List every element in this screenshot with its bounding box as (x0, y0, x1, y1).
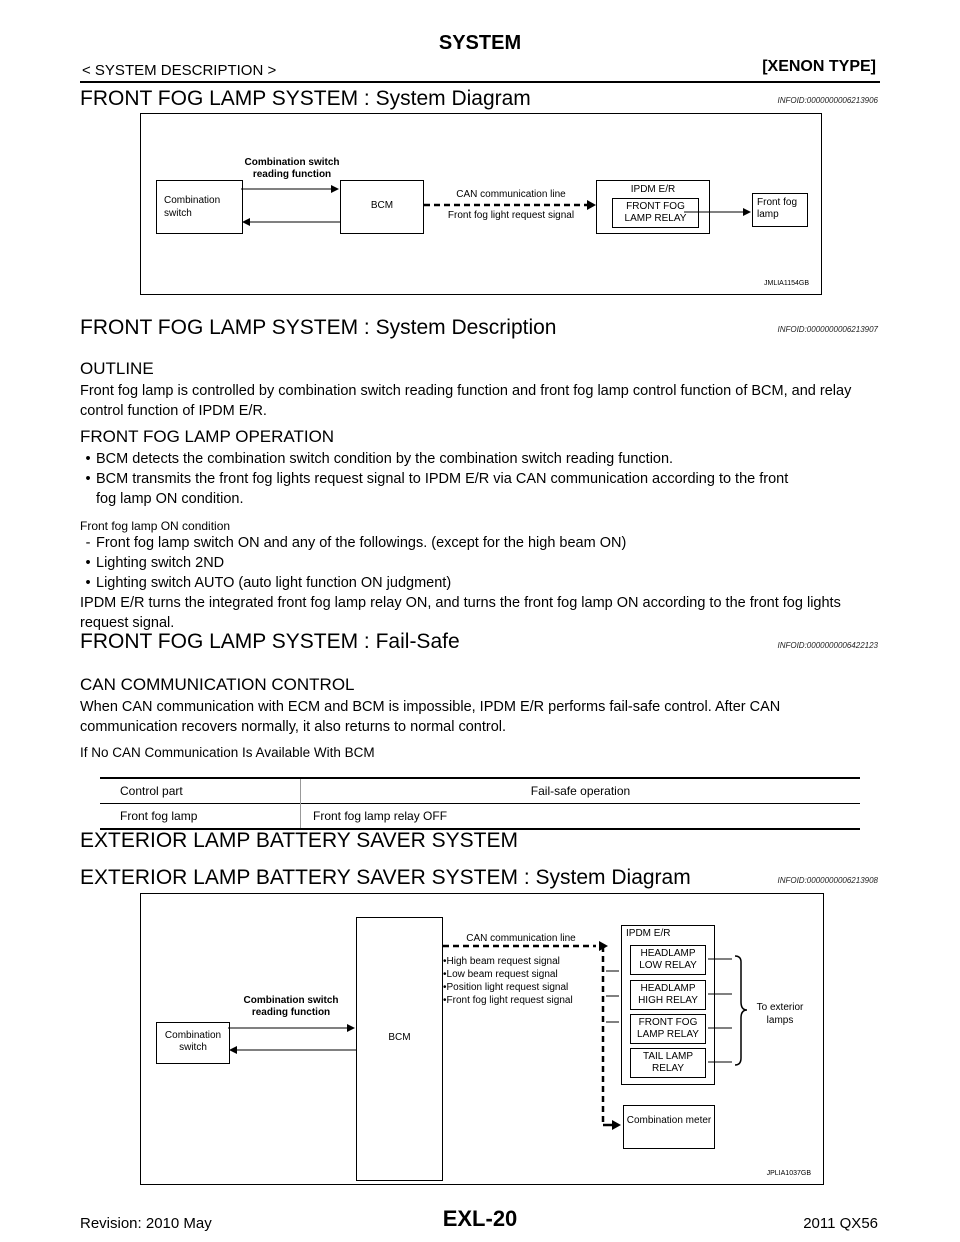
saver-ipdm-box (621, 925, 715, 1085)
front-fog-relay-box (612, 198, 699, 228)
failsafe-table (100, 777, 860, 830)
operation-bullet-1: • BCM detects the combination switch condition by the combination switch reading function. (85, 451, 674, 467)
footer-model: 2011 QX56 (803, 1215, 878, 1232)
description-heading: FRONT FOG LAMP SYSTEM : System Description (80, 316, 557, 339)
headlamp-high-relay-label: HEADLAMP HIGH RELAY (638, 983, 698, 1006)
failsafe-infoid: INFOID:0000000006422123 (777, 641, 878, 650)
can-control-title: CAN COMMUNICATION CONTROL (80, 675, 355, 694)
operation-bullet-2: • BCM transmits the front fog lights request signal to IPDM E/R via CAN communication according to the front (85, 471, 789, 487)
can-control-text: When CAN communication with ECM and BCM is impossible, IPDM E/R performs fail-safe control. After CAN communication recovers normally, it also returns to normal control. (80, 699, 781, 735)
front-fog-lamp-relay-label: FRONT FOG LAMP RELAY (637, 1017, 699, 1040)
footer-revision: Revision: 2010 May (80, 1215, 212, 1232)
headlamp-low-relay-label: HEADLAMP LOW RELAY (639, 948, 697, 971)
table-cell: Front fog lamp (100, 804, 301, 830)
saver-bcm-box (356, 917, 443, 1181)
saver-combination-switch-label: Combination switch (164, 1030, 222, 1053)
section-label: < SYSTEM DESCRIPTION > (82, 62, 277, 79)
on-condition-title: Front fog lamp ON condition (80, 519, 231, 533)
headlamp-high-relay-box (630, 980, 706, 1010)
saver-diagram-infoid: INFOID:0000000006213908 (777, 876, 878, 885)
tail-lamp-relay-label: TAIL LAMP RELAY (642, 1051, 693, 1074)
outline-title: OUTLINE (80, 359, 154, 378)
table-row (100, 804, 860, 830)
signal-front-fog-light: •Front fog light request signal (443, 995, 573, 1006)
tail-lamp-relay-box (630, 1048, 706, 1078)
saver-ipdm-label: IPDM E/R (626, 928, 671, 939)
saver-diagram-heading: EXTERIOR LAMP BATTERY SAVER SYSTEM : System Diagram (80, 866, 691, 889)
combination-switch-box (156, 180, 243, 234)
fog-system-diagram (140, 113, 822, 295)
saver-heading: EXTERIOR LAMP BATTERY SAVER SYSTEM (80, 829, 519, 852)
saver-diagram-code: JPLIA1037GB (766, 1170, 811, 1177)
type-label: [XENON TYPE] (762, 58, 876, 75)
fog-diagram-infoid: INFOID:0000000006213906 (777, 96, 878, 105)
table-header-cell: Control part (100, 778, 301, 804)
combination-switch-label: Combination switch (164, 195, 221, 219)
signal-position-light: •Position light request signal (443, 982, 569, 993)
front-fog-lamp-relay-box (630, 1014, 706, 1044)
table-cell: Front fog lamp relay OFF (313, 809, 448, 823)
operation-title: FRONT FOG LAMP OPERATION (80, 427, 335, 446)
fog-diagram-lines (141, 114, 821, 294)
saver-can-line-label: CAN communication line (466, 933, 576, 944)
description-infoid: INFOID:0000000006213907 (777, 325, 878, 334)
front-fog-relay-label: FRONT FOG LAMP RELAY (624, 201, 687, 224)
saver-combination-switch-box (156, 1022, 230, 1064)
bcm-box (340, 180, 424, 234)
saver-bcm-label: BCM (388, 1032, 411, 1043)
page-number: EXL-20 (442, 1206, 518, 1231)
front-fog-lamp-label: Front fog lamp (757, 197, 798, 220)
front-fog-lamp-box (752, 193, 808, 227)
combination-meter-label: Combination meter (626, 1115, 712, 1126)
to-exterior-lamps-label: To exterior lamps (756, 1002, 804, 1026)
reading-function-label: Combination switch reading function (244, 157, 340, 180)
signal-low-beam: •Low beam request signal (443, 969, 558, 980)
on-condition-sub-1: • Lighting switch 2ND (85, 555, 225, 571)
signal-high-beam: •High beam request signal (443, 956, 560, 967)
fog-diagram-code: JMLIA1154GB (763, 280, 809, 287)
failsafe-heading: FRONT FOG LAMP SYSTEM : Fail-Safe (80, 630, 460, 653)
header-rule (80, 81, 880, 83)
fog-diagram-heading: FRONT FOG LAMP SYSTEM : System Diagram (80, 87, 531, 110)
on-condition-sub-2: • Lighting switch AUTO (auto light function ON judgment) (85, 575, 452, 591)
bcm-label: BCM (370, 200, 394, 211)
ipdm-text: IPDM E/R turns the integrated front fog lamp relay ON, and turns the front fog lamp ON according to the front fog lights request signal. (80, 595, 841, 631)
outline-text: Front fog lamp is controlled by combination switch reading function and front fog lamp control function of BCM, and relay control function of IPDM E/R. (80, 383, 852, 419)
combination-meter-box (623, 1105, 715, 1149)
table-header-row (100, 778, 860, 804)
table-header-cell: Fail-safe operation (530, 784, 631, 798)
page-header-title: SYSTEM (438, 32, 522, 54)
can-line-label: CAN communication line (456, 189, 566, 200)
on-condition-item: - Front fog lamp switch ON and any of the followings. (except for the high beam ON) (85, 535, 627, 551)
ipdm-box (596, 180, 710, 234)
ipdm-label: IPDM E/R (630, 184, 676, 195)
saver-reading-function-label: Combination switch reading function (243, 995, 339, 1018)
request-signal-label: Front fog light request signal (447, 210, 575, 221)
no-can-label: If No CAN Communication Is Available With BCM (80, 745, 375, 760)
saver-system-diagram (140, 893, 824, 1185)
operation-bullet-2-cont: fog lamp ON condition. (96, 491, 244, 507)
headlamp-low-relay-box (630, 945, 706, 975)
